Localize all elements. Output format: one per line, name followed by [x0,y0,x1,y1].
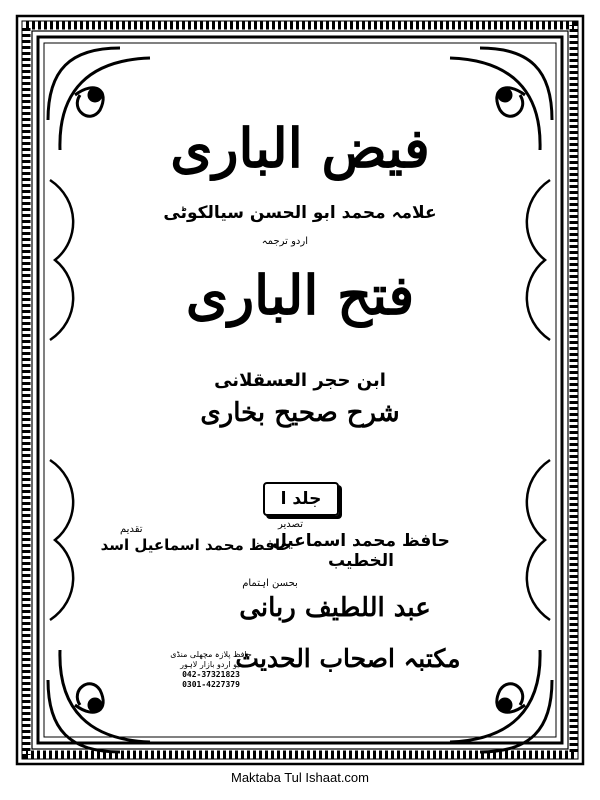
original-author: ابن حجر العسقلانی [214,370,386,391]
volume-badge: جلد ا [263,482,339,516]
sharh-title: شرح صحیح بخاری [200,398,400,428]
tasdeer-name: حافظ محمد اسماعیل الخطیب [272,531,450,571]
publisher-address [166,650,256,690]
author-line: علامہ محمد ابو الحسن سیالکوٹی [163,203,437,223]
second-title: فتح الباری [185,263,415,327]
cover-content [60,78,540,718]
watermark-footer: Maktaba Tul Ishaat.com [230,770,369,785]
main-title: فیض الباری [170,116,430,180]
translation-label: اردو ترجمہ [261,236,308,247]
editor-name: عبد اللطیف ربانی [239,593,431,623]
taqdeem-label: تقدیم [120,524,143,535]
phone-2: 0301-4227379 [182,680,240,689]
publisher-name: مکتبہ اصحاب الحدیث [235,644,461,673]
tasdeer-label: تصدیر [278,519,304,530]
address-line-2: نیو اردو بازار لاہور [180,660,242,669]
taqdeem-name: حافظ محمد اسماعیل اسد [100,536,292,554]
address-line-1: حافظ پلازہ مچھلی منڈی [170,650,252,659]
ihtimam-label: بحسن اہتمام [242,578,298,589]
phone-1: 042-37321823 [182,670,240,679]
